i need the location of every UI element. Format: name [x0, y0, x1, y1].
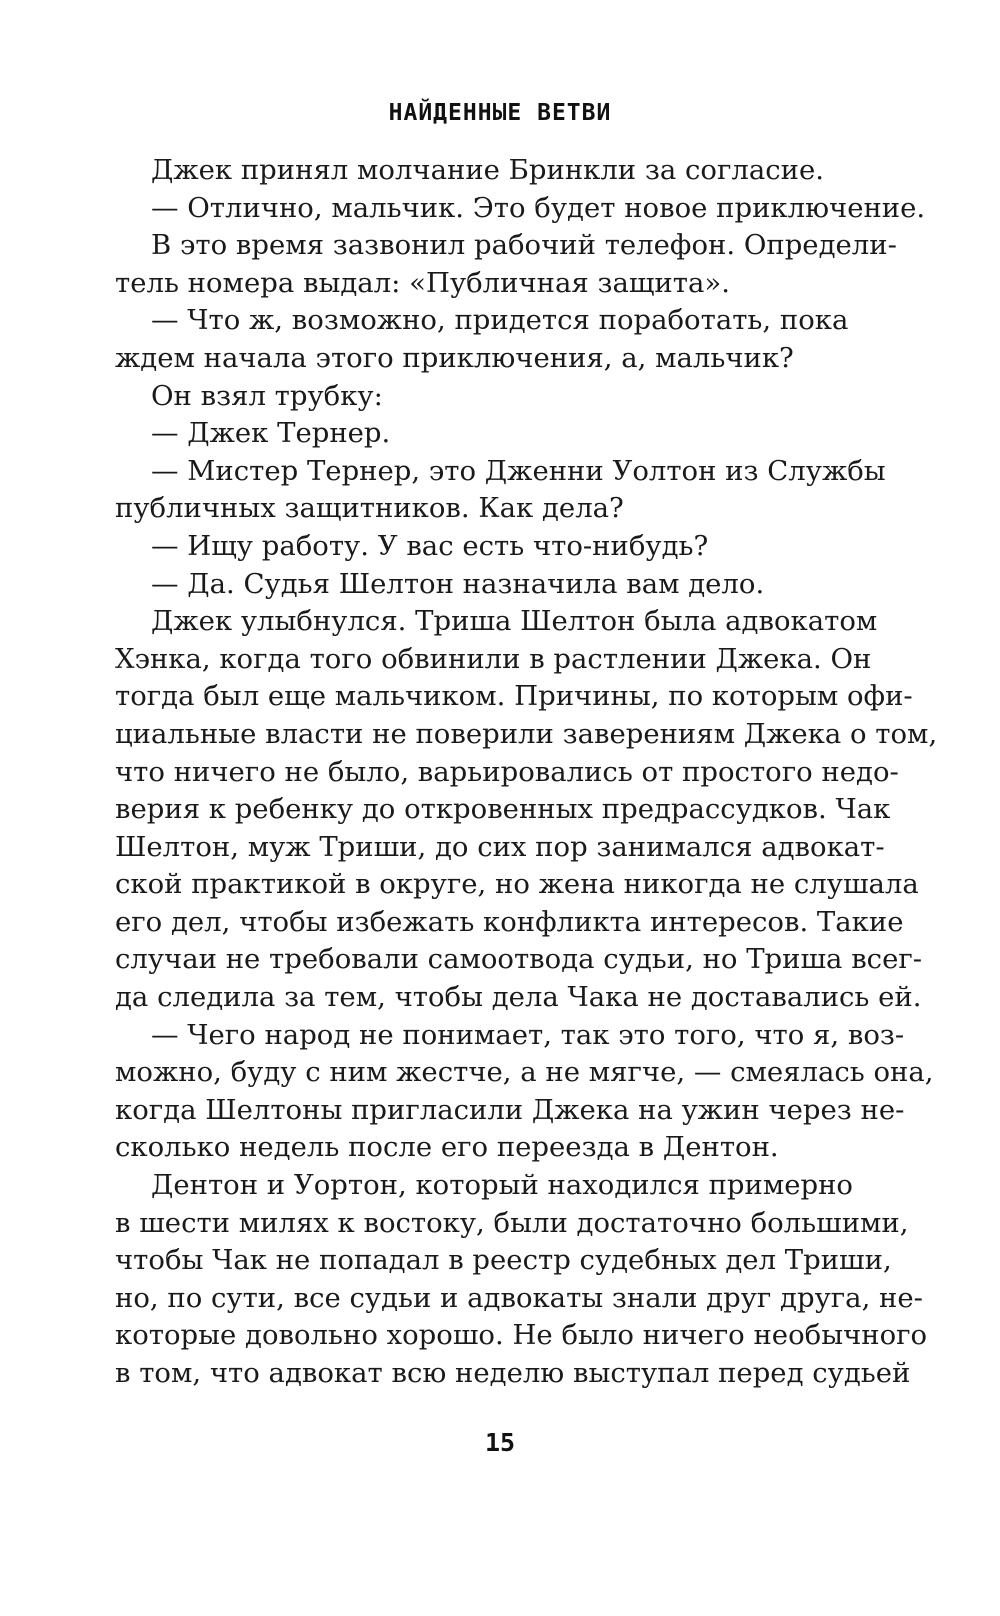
text-line: — Ищу работу. У вас есть что-нибудь? [151, 529, 709, 562]
text-line: В это время зазвонил рабочий телефон. Определи- [151, 229, 897, 262]
text-line: — Чего народ не понимает, так это того, что я, воз- [151, 1018, 905, 1051]
text-line: циальные власти не поверили заверениям Джека о том, [115, 717, 938, 750]
text-line: Джек улыбнулся. Триша Шелтон была адвокатом [151, 605, 878, 638]
text-line: что ничего не было, варьировались от простого недо- [115, 755, 899, 788]
text-line: когда Шелтоны пригласили Джека на ужин через не- [115, 1093, 905, 1126]
text-line: — Отлично, мальчик. Это будет новое приключение. [151, 191, 926, 224]
text-line: можно, буду с ним жестче, а не мягче, — смеялась она, [115, 1056, 934, 1089]
text-line: Хэнка, когда того обвинили в растлении Джека. Он [115, 642, 872, 675]
body-text [115, 152, 938, 1393]
text-line: публичных защитников. Как дела? [115, 492, 624, 525]
text-line: верия к ребенку до откровенных предрассудков. Чак [115, 793, 891, 826]
text-line: чтобы Чак не попадал в реестр судебных дел Триши, [115, 1244, 892, 1277]
text-line: ждем начала этого приключения, а, мальчик? [115, 341, 794, 374]
text-line: которые довольно хорошо. Не было ничего необычного [115, 1319, 928, 1352]
text-line: Он взял трубку: [151, 379, 383, 412]
running-head: НАЙДЕННЫЕ ВЕТВИ [388, 100, 612, 126]
text-line: — Что ж, возможно, придется поработать, пока [151, 304, 849, 337]
text-line: в том, что адвокат всю неделю выступал перед судьей [115, 1357, 911, 1389]
text-line: сколько недель после его переезда в Дентон. [115, 1131, 779, 1164]
text-line: Дентон и Уортон, который находился примерно [151, 1169, 853, 1202]
text-line: — Мистер Тернер, это Дженни Уолтон из Службы [151, 454, 886, 487]
text-line: его дел, чтобы избежать конфликта интересов. Такие [115, 905, 904, 938]
text-line: случаи не требовали самоотвода судьи, но Триша всег- [115, 943, 923, 976]
text-line: да следила за тем, чтобы дела Чака не доставались ей. [115, 981, 922, 1014]
page-number: 15 [484, 1428, 516, 1457]
text-line: но, по сути, все судьи и адвокаты знали друг друга, не- [115, 1281, 923, 1314]
text-line: тель номера выдал: «Публичная защита». [115, 266, 730, 299]
text-line: — Да. Судья Шелтон назначила вам дело. [151, 567, 765, 600]
text-line: — Джек Тернер. [151, 417, 391, 450]
text-line: Шелтон, муж Триши, до сих пор занимался адвокат- [115, 830, 885, 863]
text-line: в шести милях к востоку, были достаточно большими, [115, 1206, 909, 1239]
text-line: тогда был еще мальчиком. Причины, по которым офи- [115, 680, 913, 713]
text-line: Джек принял молчание Бринкли за согласие. [151, 154, 824, 186]
text-line: ской практикой в округе, но жена никогда не слушала [115, 868, 919, 901]
